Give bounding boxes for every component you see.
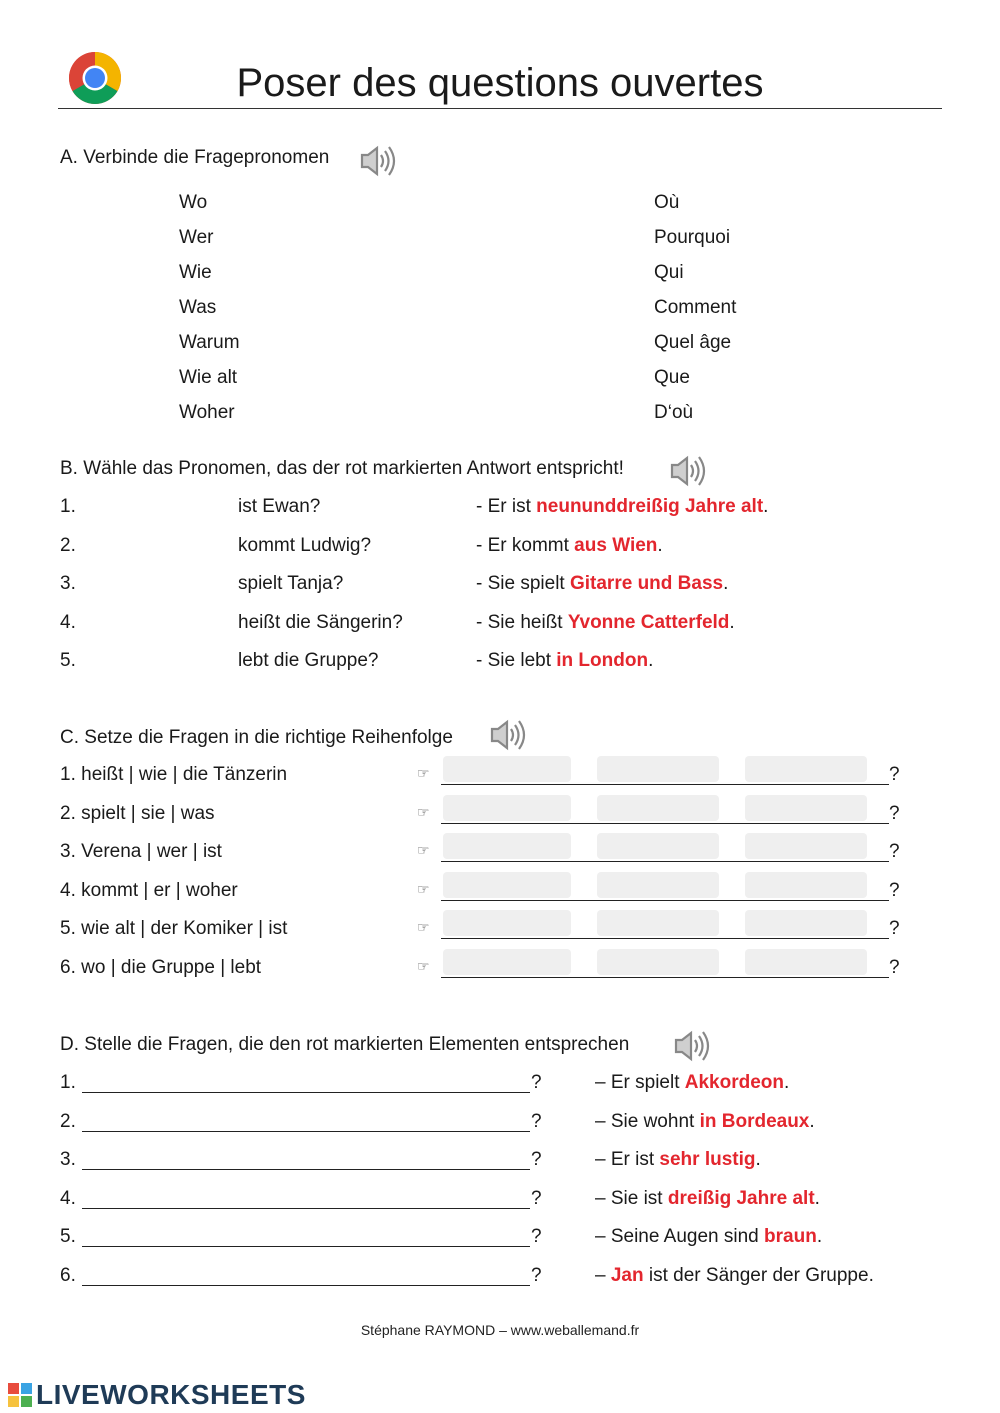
word-drop-box[interactable] — [443, 795, 571, 821]
answer-input-line[interactable] — [82, 1131, 530, 1132]
scrambled-words: 3. Verena | wer | ist — [60, 841, 222, 862]
answer-suffix: . — [814, 1187, 820, 1209]
pointing-hand-icon: ☞ — [417, 803, 430, 820]
answer-text — [595, 1265, 874, 1287]
answer-prefix: - Er ist — [476, 496, 531, 517]
question-mark: ? — [531, 1187, 542, 1209]
pronoun-right[interactable]: Pourquoi — [654, 227, 731, 248]
answer-text — [595, 1149, 761, 1171]
pronoun-left[interactable]: Was — [179, 297, 217, 318]
answer-suffix: . — [816, 1226, 823, 1247]
list-item — [60, 612, 940, 651]
page-title: Poser des questions ouvertes — [236, 61, 764, 105]
answer-highlight: in Bordeaux — [699, 1110, 810, 1132]
answer-underline — [441, 784, 889, 785]
answer-text — [476, 650, 653, 672]
list-item — [60, 535, 940, 574]
answer-highlight: neununddreißig Jahre alt — [536, 496, 764, 517]
list-item — [60, 1149, 940, 1188]
liveworksheets-logo-icon — [8, 1383, 32, 1407]
word-drop-box[interactable] — [597, 833, 719, 859]
answer-underline — [441, 977, 889, 978]
question-mark: ? — [889, 802, 900, 824]
scrambled-words: 4. kommt | er | woher — [60, 879, 238, 901]
answer-text — [476, 612, 735, 634]
answer-text — [476, 535, 663, 557]
pronoun-right[interactable]: D‘où — [654, 402, 694, 423]
word-drop-box[interactable] — [745, 795, 867, 821]
answer-underline — [441, 938, 889, 939]
answer-suffix: . — [784, 1072, 790, 1093]
item-number: 3. — [60, 573, 76, 594]
answer-input-line[interactable] — [82, 1285, 530, 1286]
section-b-heading: B. Wähle das Pronomen, das der rot markierten Antwort entspricht! — [60, 458, 624, 479]
list-item — [60, 1072, 940, 1111]
answer-suffix: ist der Sänger der Gruppe. — [648, 1264, 874, 1286]
answer-suffix: . — [729, 611, 735, 633]
list-item — [60, 1188, 940, 1227]
pronoun-right[interactable]: Comment — [654, 297, 737, 318]
section-d-list — [60, 1072, 940, 1303]
section-a-heading: A. Verbinde die Fragepronomen — [60, 147, 330, 168]
pointing-hand-icon: ☞ — [417, 842, 430, 858]
pointing-hand-icon: ☞ — [417, 880, 430, 897]
item-number: 5. — [60, 650, 76, 671]
speaker-icon[interactable] — [667, 454, 707, 488]
question-mark: ? — [531, 1072, 542, 1093]
section-c-list — [60, 764, 940, 995]
speaker-icon[interactable] — [671, 1029, 711, 1063]
answer-highlight: aus Wien — [574, 534, 658, 556]
section-d-heading: D. Stelle die Fragen, die den rot markierten Elementen entsprechen — [60, 1034, 630, 1055]
word-drop-box[interactable] — [597, 795, 719, 821]
item-number: 5. — [60, 1226, 76, 1247]
word-drop-box[interactable] — [745, 910, 867, 936]
pronoun-right[interactable]: Quel âge — [654, 332, 732, 353]
question-text: spielt Tanja? — [238, 573, 344, 594]
answer-prefix: – Sie ist — [595, 1187, 663, 1209]
pronoun-left[interactable]: Wie — [179, 262, 212, 283]
answer-prefix: – — [595, 1264, 606, 1286]
list-item — [60, 1111, 940, 1150]
question-mark: ? — [531, 1264, 542, 1286]
item-number: 6. — [60, 1264, 76, 1286]
scrambled-words: 6. wo | die Gruppe | lebt — [60, 956, 262, 978]
word-drop-box[interactable] — [443, 833, 571, 859]
list-item — [60, 1265, 940, 1304]
question-text: heißt die Sängerin? — [238, 611, 403, 633]
section-b-list — [60, 496, 940, 689]
question-text: lebt die Gruppe? — [238, 650, 379, 671]
answer-prefix: – Er ist — [595, 1149, 655, 1170]
word-drop-box[interactable] — [745, 833, 867, 859]
item-number: 3. — [60, 1149, 76, 1170]
list-item — [60, 1226, 940, 1265]
question-mark: ? — [889, 956, 900, 978]
scrambled-words: 2. spielt | sie | was — [60, 802, 215, 824]
pronoun-right[interactable]: Où — [654, 192, 680, 213]
answer-underline — [441, 823, 889, 824]
answer-suffix: . — [657, 534, 663, 556]
answer-highlight: in London — [556, 650, 649, 671]
answer-prefix: – Sie wohnt — [595, 1110, 695, 1132]
word-drop-box[interactable] — [597, 910, 719, 936]
word-drop-box[interactable] — [597, 756, 719, 782]
word-drop-box[interactable] — [745, 872, 867, 898]
item-number: 4. — [60, 1187, 76, 1209]
pronoun-left[interactable]: Warum — [179, 332, 240, 353]
answer-prefix: - Sie spielt — [476, 573, 565, 594]
pointing-hand-icon: ☞ — [417, 765, 430, 781]
word-drop-box[interactable] — [745, 756, 867, 782]
word-drop-box[interactable] — [443, 756, 571, 782]
answer-text — [595, 1111, 815, 1133]
answer-suffix: . — [809, 1110, 815, 1132]
item-number: 1. — [60, 496, 76, 517]
word-drop-box[interactable] — [443, 872, 571, 898]
question-mark: ? — [889, 879, 900, 901]
word-drop-box[interactable] — [443, 910, 571, 936]
answer-highlight: Yvonne Catterfeld — [567, 611, 730, 633]
pointing-hand-icon: ☞ — [417, 919, 430, 935]
speaker-icon[interactable] — [487, 718, 527, 752]
answer-text — [595, 1188, 820, 1210]
answer-underline — [441, 861, 889, 862]
pronoun-left[interactable]: Wer — [179, 227, 214, 248]
question-mark: ? — [531, 1226, 542, 1247]
item-number: 4. — [60, 611, 76, 633]
word-drop-box[interactable] — [745, 949, 867, 975]
answer-prefix: - Sie heißt — [476, 611, 563, 633]
question-mark: ? — [889, 764, 900, 785]
question-text: ist Ewan? — [238, 496, 321, 517]
answer-text — [595, 1072, 789, 1094]
answer-input-line[interactable] — [82, 1208, 530, 1209]
pronoun-left[interactable]: Wie alt — [179, 367, 238, 388]
answer-suffix: . — [763, 496, 769, 517]
pronoun-right[interactable]: Que — [654, 367, 690, 388]
answer-input-line[interactable] — [82, 1092, 530, 1093]
answer-highlight: Gitarre und Bass — [569, 573, 724, 594]
answer-suffix: . — [723, 573, 729, 594]
speaker-icon[interactable] — [357, 144, 397, 178]
word-drop-box[interactable] — [597, 872, 719, 898]
pronoun-right[interactable]: Qui — [654, 262, 684, 283]
answer-prefix: - Sie lebt — [476, 650, 551, 671]
title-divider — [58, 108, 942, 109]
pronoun-left[interactable]: Woher — [179, 402, 235, 423]
answer-text — [595, 1226, 822, 1248]
item-number: 2. — [60, 534, 76, 556]
question-mark: ? — [531, 1110, 542, 1132]
footer-credit: Stéphane RAYMOND – www.weballemand.fr — [360, 1322, 640, 1338]
answer-highlight: Jan — [610, 1264, 644, 1286]
pronoun-left[interactable]: Wo — [179, 192, 208, 213]
list-item — [60, 957, 940, 996]
question-mark: ? — [889, 918, 900, 939]
answer-text — [476, 573, 728, 595]
question-mark: ? — [531, 1149, 542, 1170]
answer-prefix: - Er kommt — [476, 534, 569, 556]
word-drop-box[interactable] — [597, 949, 719, 975]
answer-input-line[interactable] — [82, 1246, 530, 1247]
scrambled-words: 1. heißt | wie | die Tänzerin — [60, 764, 288, 785]
list-item — [60, 650, 940, 689]
answer-text — [476, 496, 768, 518]
answer-suffix: . — [755, 1149, 761, 1170]
scrambled-words: 5. wie alt | der Komiker | ist — [60, 918, 288, 939]
answer-highlight: Akkordeon — [684, 1072, 785, 1093]
list-item — [60, 573, 940, 612]
item-number: 1. — [60, 1072, 76, 1093]
answer-highlight: braun — [764, 1226, 817, 1247]
question-mark: ? — [889, 841, 900, 862]
answer-highlight: sehr lustig — [659, 1149, 756, 1170]
answer-suffix: . — [648, 650, 654, 671]
answer-prefix: – Er spielt — [595, 1072, 680, 1093]
item-number: 2. — [60, 1110, 76, 1132]
section-c-heading: C. Setze die Fragen in die richtige Reihenfolge — [60, 727, 453, 748]
pointing-hand-icon: ☞ — [417, 957, 430, 974]
answer-highlight: dreißig Jahre alt — [667, 1187, 815, 1209]
question-text: kommt Ludwig? — [238, 534, 372, 556]
answer-input-line[interactable] — [82, 1169, 530, 1170]
list-item — [60, 496, 940, 535]
answer-underline — [441, 900, 889, 901]
answer-prefix: – Seine Augen sind — [595, 1226, 759, 1247]
word-drop-box[interactable] — [443, 949, 571, 975]
brand-wordmark[interactable]: LIVEWORKSHEETS — [36, 1379, 306, 1410]
